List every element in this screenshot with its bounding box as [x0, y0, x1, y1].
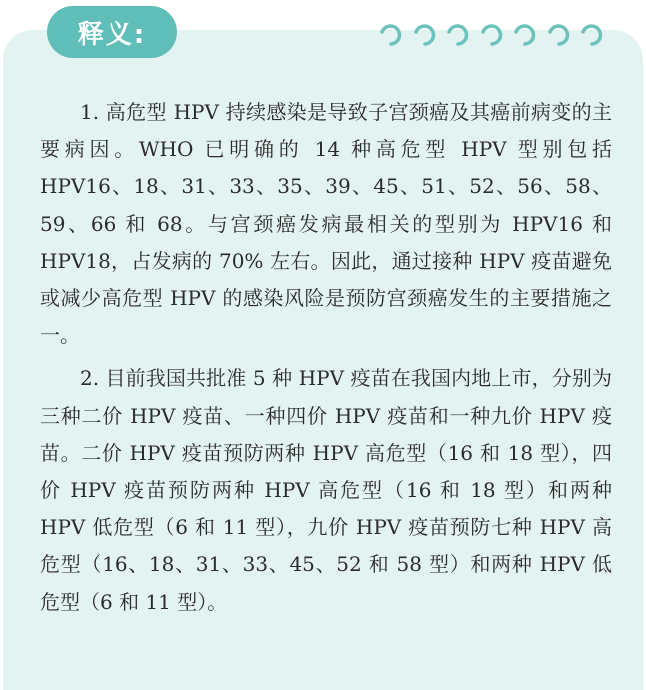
ring-icon — [546, 20, 570, 50]
ring-icon — [412, 20, 436, 50]
ring-icon — [512, 20, 536, 50]
ring-icon — [378, 20, 402, 50]
section-title: 释义: — [47, 6, 177, 58]
binder-rings — [378, 20, 603, 50]
ring-icon — [579, 20, 603, 50]
ring-icon — [479, 20, 503, 50]
explanation-body — [40, 94, 612, 621]
paragraph-1: 1. 高危型 HPV 持续感染是导致子宫颈癌及其癌前病变的主要病因。WHO 已明确的 14 种高危型 HPV 型别包括 HPV16、18、31、33、35、39、45、51、52、56、58、59、66 和 68。与宫颈癌发病最相关的型别为 HPV16 和 HPV18，占发病的 70% 左右。因此，通过接种 HPV 疫苗避免或减少高危型 HPV 的感染风险是预防宫颈癌发生的主要措施之一。 — [40, 100, 612, 348]
paragraph-2: 2. 目前我国共批准 5 种 HPV 疫苗在我国内地上市，分别为三种二价 HPV 疫苗、一种四价 HPV 疫苗和一种九价 HPV 疫苗。二价 HPV 疫苗预防两种 HPV 高危型（16 和 18 型），四价 HPV 疫苗预防两种 HPV 高危型（16 和 18 型）和两种 HPV 低危型（6 和 11 型），九价 HPV 疫苗预防七种 HPV 高危型（16、18、31、33、45、52 和 58 型）和两种 HPV 低危型（6 和 11 型）。 — [40, 366, 612, 614]
ring-icon — [445, 20, 469, 50]
